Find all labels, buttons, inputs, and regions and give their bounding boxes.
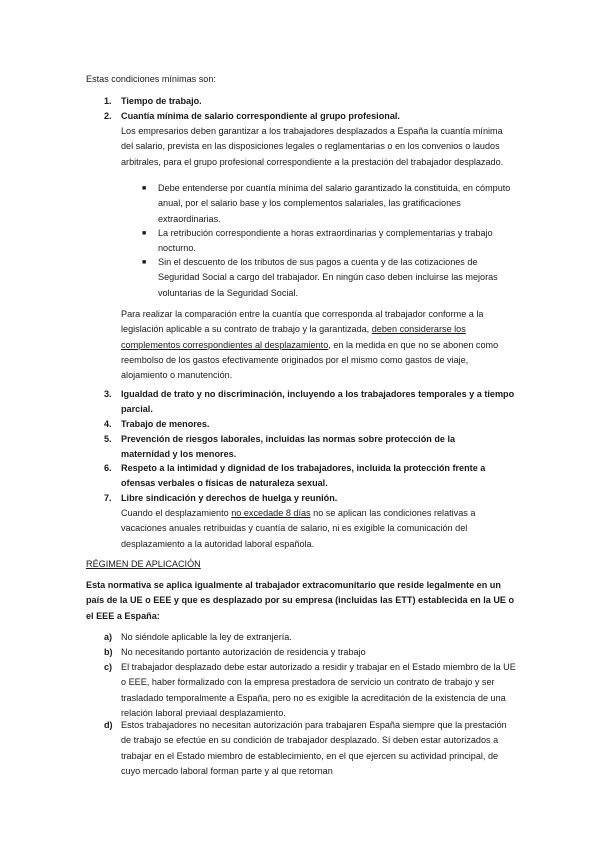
section-heading: RÉGIMEN DE APLICACIÓN <box>86 559 201 569</box>
underlined-text: no excedade 8 días <box>231 508 311 518</box>
list-item-text: Estos trabajadores no necesitan autorización para trabajaren España siempre que la prestación de trabajo se efectúe en su condición de trabajador desplazado. Sí deben estar autorizados a trabajar en el Estado miembro de establecimiento, en el que ejercen su actividad principal, de cuyo mercado laboral forman parte y al que retornan <box>121 720 507 776</box>
list-number: 3. <box>104 389 112 399</box>
list-item-body: Los empresarios deben garantizar a los trabajadores desplazados a España la cuantía mínima del salario, prevista en las disposiciones legales o reglamentarias o en los convenios o laudos arbitrales, para el grupo profesional correspondiente a la prestación del trabajador desplazado. <box>121 126 504 167</box>
list-letter: b) <box>104 647 113 657</box>
bullet-text: Debe entenderse por cuantía mínima del salario garantizado la constituida, en cómputo anual, por el salario base y los complementos salariales, las gratificaciones extraordinarias. <box>158 183 511 224</box>
section-intro: Esta normativa se aplica igualmente al trabajador extracomunitario que reside legalmente en un país de la UE o EEE y que es desplazado por su empresa (incluidas las ETT) establecida en la UE o el EEE a España: <box>86 580 515 621</box>
bullet-text: La retribución correspondiente a horas extraordinarias y complementarias y trabajo nocturno. <box>158 228 493 254</box>
list-item-title: Prevención de riesgos laborales, incluidas las normas sobre protección de la maternidad y los menores. <box>121 434 456 460</box>
list-letter: a) <box>104 632 113 642</box>
list-item-title: Trabajo de menores. <box>121 419 210 429</box>
list-letter: d) <box>104 720 113 730</box>
bullet-icon: ■ <box>142 185 147 192</box>
list-item-text: No necesitando portanto autorización de residencia y trabajo <box>121 647 366 657</box>
list-number: 1. <box>104 96 112 106</box>
list-number: 6. <box>104 463 112 473</box>
list-number: 7. <box>104 493 112 503</box>
paragraph-text: Cuando el desplazamiento <box>121 508 232 518</box>
list-number: 5. <box>104 434 112 444</box>
bullet-text: Sin el descuento de los tributos de sus pagos a cuenta y de las cotizaciones de Seguridad Social a cargo del trabajador. En ningún caso deben incluirse las mejoras voluntarias de la Seguridad Social. <box>158 257 498 298</box>
list-item-title: Cuantía mínima de salario correspondiente al grupo profesional. <box>121 111 400 121</box>
list-item-title: Igualdad de trato y no discriminación, incluyendo a los trabajadores temporales y a tiempo parcial. <box>121 389 515 415</box>
list-item-text: El trabajador desplazado debe estar autorizado a residir y trabajar en el Estado miembro de la UE o EEE, haber formalizado con la empresa prestadora de servicio un contrato de trabajo y ser trasladado temporalmente a España, pero no es exigible la acreditación de la existencia de una relación laboral previaal desplazamiento. <box>121 662 516 718</box>
list-number: 2. <box>104 111 112 121</box>
comparison-paragraph <box>121 307 516 383</box>
paragraph-text: Para realizar la comparación entre la cuantía que corresponda al trabajador conforme a la legislación aplicable a su contrato de trabajo y la garantizada, <box>121 309 484 335</box>
list-item-text: No siéndole aplicable la ley de extranjería. <box>121 632 292 642</box>
list-item-title: Respeto a la intimidad y dignidad de los trabajadores, incluida la protección frente a ofensas verbales o físicas de naturaleza sexual. <box>121 463 486 489</box>
list-item-title: Libre sindicación y derechos de huelga y reunión. <box>121 493 338 503</box>
underlined-text: deben considerarse los complementos correspondientes al desplazamiento <box>121 324 466 350</box>
intro-text: Estas condiciones mínimas son: <box>86 74 216 84</box>
bullet-icon: ■ <box>142 230 147 237</box>
list-letter: c) <box>104 662 113 672</box>
list-item-body <box>121 506 516 552</box>
paragraph-text: , en la medida en que no se abonen como reembolso de los gastos efectivamente originados por el mismo como gastos de viaje, alojamiento o manutención. <box>121 339 499 381</box>
list-number: 4. <box>104 419 112 429</box>
list-item-title: Tiempo de trabajo. <box>121 96 202 106</box>
paragraph-text: no se aplican las condiciones relativas a vacaciones anuales retribuidas y cuantía de salario, ni es exigible la comunicación del desplazamiento a la autoridad laboral española. <box>121 508 476 549</box>
bullet-icon: ■ <box>142 259 147 266</box>
